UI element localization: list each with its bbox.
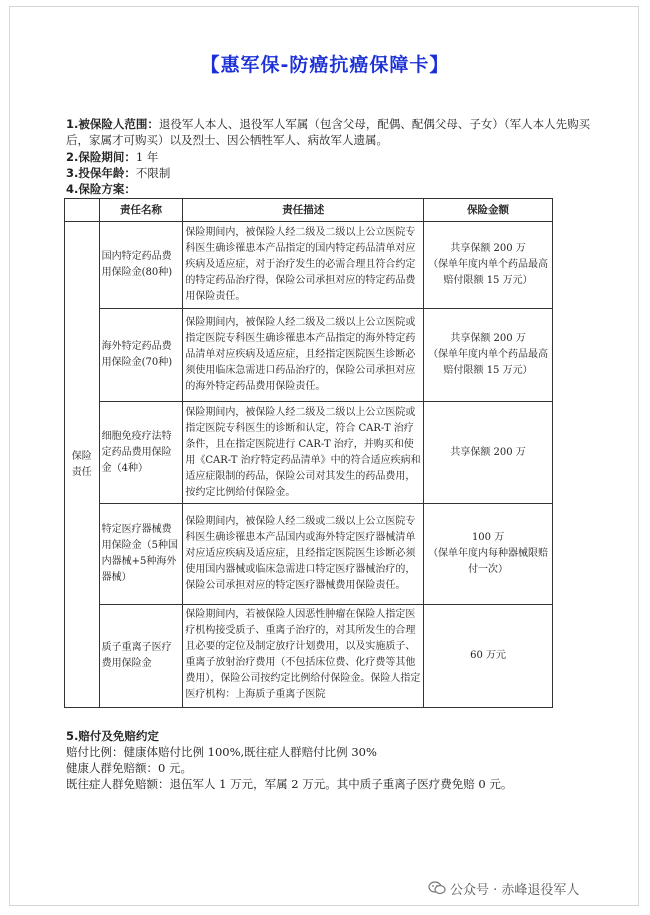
deductible-section: [66, 728, 591, 792]
table-row: [65, 605, 553, 708]
row-amount: 共享保额 200 万 （保单年度内单个药品最高赔付限额 15 万元）: [424, 309, 553, 402]
row-desc: 保险期间内，若被保险人因恶性肿瘤在保险人指定医疗机构接受质子、重离子治疗的，对其所发生的合理且必要的定位及制定放疗计划费用，以及实施质子、重离子放射治疗费用（不包括床位费、化疗费等其他费用），保险公司按约定比例给付保险金。保险人指定医疗机构：上海质子重离子医院: [183, 605, 424, 708]
insured-scope-label: 1.被保险人范围：: [66, 117, 159, 131]
insurance-age: [66, 165, 591, 181]
age-text: 不限制: [135, 166, 171, 180]
wechat-icon: [428, 881, 446, 895]
row-name: 细胞免疫疗法特定药品费用保险金（4种）: [99, 402, 183, 504]
table-row: [65, 504, 553, 605]
table-row: [65, 309, 553, 402]
row-desc: 保险期间内，被保险人经二级及二级以上公立医院专科医生确诊罹患本产品指定的国内特定药品清单对应疾病及适应症，对于治疗发生的必需合理且符合约定的特定药品治疗得，保险公司承担对应的特定药品费用保险责任。: [183, 222, 424, 309]
document-title: 【惠军保-防癌抗癌保障卡】: [200, 54, 450, 76]
category-cell: 保险责任: [65, 222, 100, 708]
row-amount: 60 万元: [424, 605, 553, 708]
row-desc: 保险期间内，被保险人经二级及二级以上公立医院或指定医院专科医生确诊罹患本产品指定的海外特定药品清单对应疾病及适应症，且经指定医院医生诊断必须使用临床急需进口药品治疗的，保险公司承担对应的海外特定药品费用保险责任。: [183, 309, 424, 402]
age-label: 3.投保年龄：: [66, 166, 136, 180]
row-amount: 共享保额 200 万: [424, 402, 553, 504]
deductible-line: 健康人群免赔额：0 元。: [66, 761, 192, 775]
watermark-text: 公众号 · 赤峰退役军人: [450, 882, 580, 898]
row-amount: 100 万 （保单年度内每种器械限赔付一次）: [424, 504, 553, 605]
insured-scope-text: 退役军人本人、退役军人军属（包含父母，配偶、配偶父母、子女）（军人本人先购买后，家属才可购买）以及烈士、因公牺牲军人、病故军人遗属。: [66, 117, 591, 147]
plan-table: [64, 198, 553, 708]
table-header-row: [65, 199, 553, 222]
plan-label: 4.保险方案：: [66, 182, 136, 196]
deductible-label: 5.赔付及免赔约定: [66, 729, 159, 743]
header-desc: 责任描述: [183, 199, 424, 222]
row-name: 海外特定药品费用保险金(70种): [99, 309, 183, 402]
deductible-line: 既往症人群免赔额：退伍军人 1 万元，军属 2 万元。其中质子重离子医疗费免赔 0 元。: [66, 777, 513, 791]
row-name: 特定医疗器械费用保险金（5种国内器械+5种海外器械）: [99, 504, 183, 605]
period-label: 2.保险期间：: [66, 150, 136, 164]
row-amount: 共享保额 200 万 （保单年度内单个药品最高赔付限额 15 万元）: [424, 222, 553, 309]
table-row: [65, 222, 553, 309]
row-desc: 保险期间内，被保险人经二级或二级以上公立医院专科医生确诊罹患本产品国内或海外特定医疗器械清单对应适应疾病及适应症，且经指定医院医生诊断必须使用国内器械或临床急需进口特定医疗器械治疗的，保险公司承担对应的特定医疗器械费用保险责任。: [183, 504, 424, 605]
row-name: 国内特定药品费用保险金(80种): [99, 222, 183, 309]
deductible-line: 赔付比例：健康体赔付比例 100%,既往症人群赔付比例 30%: [66, 745, 377, 759]
table-row: [65, 402, 553, 504]
period-text: 1 年: [135, 150, 159, 164]
header-name: 责任名称: [99, 199, 183, 222]
row-desc: 保险期间内，被保险人经二级及二级以上公立医院或指定医院专科医生的诊断和认定，符合 CAR-T 治疗条件，且在指定医院进行 CAR-T 治疗，并购买和使用《CAR-T 治疗特定药品清单》中的符合适应疾病和适应症限制的药品，保险公司对其发生的药品费用，按约定比例给付保险金。: [183, 402, 424, 504]
insured-scope: [66, 116, 591, 148]
watermark: [428, 878, 579, 898]
header-amount: 保险金额: [424, 199, 553, 222]
plan-heading: [66, 181, 591, 197]
insurance-period: [66, 149, 591, 165]
row-name: 质子重离子医疗费用保险金: [99, 605, 183, 708]
